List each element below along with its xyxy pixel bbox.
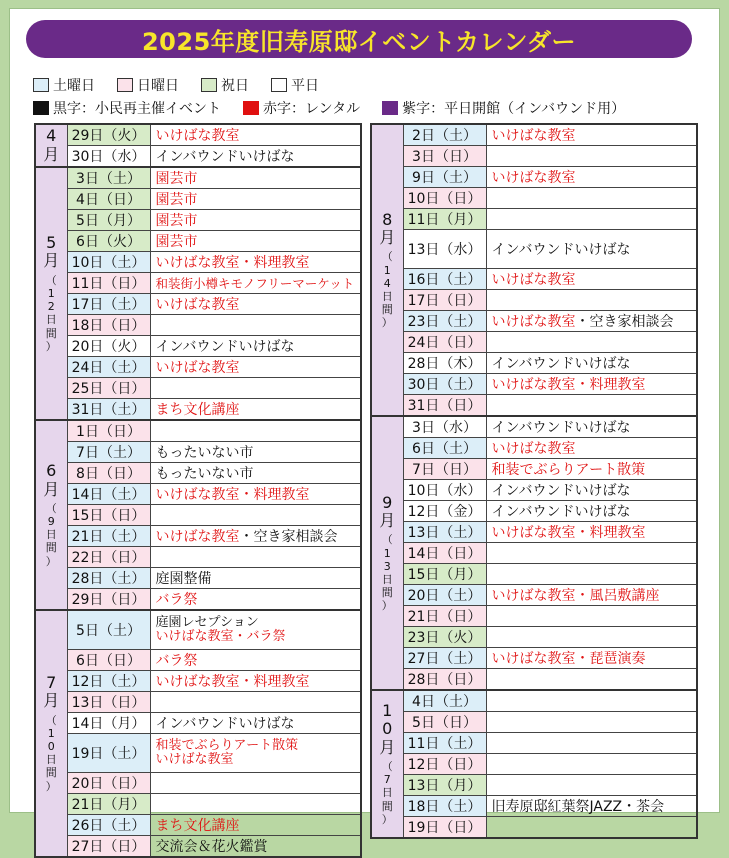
date-cell: 29日（火） [67, 124, 150, 146]
date-cell: 11日（日） [67, 273, 150, 294]
date-cell: 31日（日） [403, 395, 486, 417]
table-row [371, 522, 697, 543]
table-row [35, 336, 361, 357]
table-row [371, 353, 697, 374]
date-cell: 3日（土） [67, 167, 150, 189]
event-cell [486, 209, 697, 230]
legend-swatch [382, 101, 398, 115]
date-cell: 7日（日） [403, 459, 486, 480]
legend-swatch [33, 78, 49, 92]
event-cell: いけばな教室・料理教室 [150, 252, 361, 273]
date-cell: 28日（土） [67, 568, 150, 589]
table-row [371, 209, 697, 230]
date-cell: 19日（土） [67, 733, 150, 772]
table-row [371, 733, 697, 754]
date-cell: 15日（月） [403, 564, 486, 585]
table-row [371, 564, 697, 585]
legend-label: 紫字：平日開館（インバウンド用） [402, 101, 626, 117]
table-row [35, 484, 361, 505]
table-row [35, 420, 361, 442]
event-cell: もったいない市 [150, 463, 361, 484]
event-cell: いけばな教室 [486, 438, 697, 459]
event-cell: いけばな教室 [150, 124, 361, 146]
event-text: いけばな教室 [491, 314, 576, 330]
date-cell: 24日（土） [67, 357, 150, 378]
table-row [35, 814, 361, 835]
table-row [371, 124, 697, 146]
date-cell: 28日（日） [403, 669, 486, 691]
event-cell: いけばな教室 [150, 357, 361, 378]
date-cell: 21日（日） [403, 606, 486, 627]
date-cell: 23日（土） [403, 311, 486, 332]
event-cell [486, 817, 697, 839]
event-cell [486, 775, 697, 796]
table-row [371, 669, 697, 691]
legend-swatch [201, 78, 217, 92]
date-cell: 5日（土） [67, 610, 150, 649]
date-cell: 17日（日） [403, 290, 486, 311]
event-cell: いけばな教室 [486, 269, 697, 290]
event-cell [150, 733, 361, 772]
legend-swatch [271, 78, 287, 92]
event-cell [486, 564, 697, 585]
table-row [35, 691, 361, 712]
month-day-count: （ 1 4 日 間 ） [381, 250, 393, 330]
event-cell [486, 332, 697, 353]
event-text: いけばな教室 [155, 751, 234, 767]
event-cell [150, 610, 361, 649]
table-row [35, 670, 361, 691]
date-cell: 14日（日） [403, 543, 486, 564]
date-cell: 27日（日） [67, 835, 150, 857]
date-cell: 6日（火） [67, 231, 150, 252]
date-cell: 26日（土） [67, 814, 150, 835]
date-cell: 15日（日） [67, 505, 150, 526]
legend-swatch [243, 101, 259, 115]
month-day-count: （ 1 3 日 間 ） [381, 533, 393, 613]
legend-day-type [33, 75, 95, 95]
date-cell: 6日（日） [67, 649, 150, 670]
month-label: 8 月 （ 1 4 日 間 ） [371, 124, 403, 416]
table-row [35, 568, 361, 589]
date-cell: 25日（日） [67, 378, 150, 399]
table-row [35, 167, 361, 189]
table-row [35, 589, 361, 611]
event-text: ・空き家相談会 [239, 529, 338, 545]
date-cell: 9日（土） [403, 167, 486, 188]
event-cell [150, 691, 361, 712]
table-row [35, 378, 361, 399]
table-row [35, 399, 361, 421]
event-cell: いけばな教室・料理教室 [486, 374, 697, 395]
month-label: 4 月 [35, 124, 67, 167]
event-cell: まち文化講座 [150, 399, 361, 421]
calendar-table-left [34, 123, 362, 858]
date-cell: 14日（土） [67, 484, 150, 505]
table-row [35, 146, 361, 168]
event-cell [486, 543, 697, 564]
event-cell [486, 669, 697, 691]
event-cell: インバウンドいけばな [486, 480, 697, 501]
event-cell: まち文化講座 [150, 814, 361, 835]
table-row [35, 273, 361, 294]
event-cell: いけばな教室・料理教室 [150, 484, 361, 505]
table-row [35, 315, 361, 336]
date-cell: 7日（土） [67, 442, 150, 463]
date-cell: 20日（土） [403, 585, 486, 606]
table-row [371, 188, 697, 209]
event-cell: 庭園整備 [150, 568, 361, 589]
legend-day-type [201, 75, 249, 95]
table-row [371, 585, 697, 606]
table-row [371, 543, 697, 564]
legend-day-type [117, 75, 179, 95]
table-row [35, 547, 361, 568]
table-row [371, 395, 697, 417]
event-cell: 園芸市 [150, 189, 361, 210]
table-row [371, 416, 697, 438]
month-label: 1 0 月 （ 7 日 間 ） [371, 690, 403, 838]
month-day-count: （ 1 0 日 間 ） [45, 713, 57, 793]
event-cell: もったいない市 [150, 442, 361, 463]
date-cell: 22日（日） [67, 547, 150, 568]
table-row [371, 311, 697, 332]
event-cell: いけばな教室・風呂敷講座 [486, 585, 697, 606]
event-text: 和装でぶらりアート散策 [155, 737, 299, 753]
event-cell: インバウンドいけばな [150, 146, 361, 168]
table-row [371, 459, 697, 480]
date-cell: 10日（日） [403, 188, 486, 209]
date-cell: 10日（水） [403, 480, 486, 501]
legend-text-type [382, 98, 625, 118]
date-cell: 20日（火） [67, 336, 150, 357]
table-row [371, 754, 697, 775]
date-cell: 12日（日） [403, 754, 486, 775]
table-row [371, 690, 697, 712]
legend-label: 日曜日 [137, 78, 179, 94]
table-row [371, 146, 697, 167]
event-cell [150, 772, 361, 793]
date-cell: 12日（金） [403, 501, 486, 522]
legend-swatch [117, 78, 133, 92]
event-cell: 和装でぶらりアート散策 [486, 459, 697, 480]
event-cell [486, 311, 697, 332]
event-cell [150, 547, 361, 568]
event-cell [486, 690, 697, 712]
legend-text-type [33, 98, 221, 118]
event-cell [486, 712, 697, 733]
month-label: 7 月 （ 1 0 日 間 ） [35, 610, 67, 857]
event-cell: いけばな教室・琵琶演奏 [486, 648, 697, 669]
table-row [35, 294, 361, 315]
date-cell: 18日（日） [67, 315, 150, 336]
table-row [35, 610, 361, 649]
table-row [35, 189, 361, 210]
event-cell [486, 754, 697, 775]
table-row [371, 775, 697, 796]
event-cell [486, 395, 697, 417]
event-cell: いけばな教室・料理教室 [150, 670, 361, 691]
table-row [371, 817, 697, 839]
table-row [35, 124, 361, 146]
legend-label: 平日 [291, 78, 319, 94]
table-row [35, 772, 361, 793]
table-row [35, 793, 361, 814]
date-cell: 5日（月） [67, 210, 150, 231]
date-cell: 8日（日） [67, 463, 150, 484]
table-row [35, 231, 361, 252]
legend-label: 土曜日 [53, 78, 95, 94]
legend-label: 黒字：小民再主催イベント [53, 101, 221, 117]
legend-day-types [33, 74, 341, 96]
date-cell: 30日（土） [403, 374, 486, 395]
calendar-table-right [370, 123, 698, 839]
event-cell: バラ祭 [150, 589, 361, 611]
date-cell: 11日（土） [403, 733, 486, 754]
event-cell: いけばな教室・料理教室 [486, 522, 697, 543]
table-row [371, 627, 697, 648]
table-row [371, 230, 697, 269]
event-text: ・空き家相談会 [575, 314, 674, 330]
event-cell: 交流会＆花火鑑賞 [150, 835, 361, 857]
page-title: 2025年度旧寿原邸イベントカレンダー [141, 27, 577, 56]
title-banner [26, 20, 692, 58]
date-cell: 17日（土） [67, 294, 150, 315]
table-row [371, 269, 697, 290]
event-cell: インバウンドいけばな [150, 336, 361, 357]
event-cell [486, 290, 697, 311]
table-row [371, 648, 697, 669]
legend-text-type [243, 98, 360, 118]
date-cell: 3日（日） [403, 146, 486, 167]
event-text: 庭園レセプション [155, 614, 259, 630]
date-cell: 28日（木） [403, 353, 486, 374]
event-cell: インバウンドいけばな [486, 501, 697, 522]
date-cell: 13日（土） [403, 522, 486, 543]
table-row [371, 290, 697, 311]
month-day-count: （ 1 2 日 間 ） [45, 273, 57, 353]
legend-swatch [33, 101, 49, 115]
date-cell: 1日（日） [67, 420, 150, 442]
month-label: 5 月 （ 1 2 日 間 ） [35, 167, 67, 420]
event-cell [150, 526, 361, 547]
legend-label: 祝日 [221, 78, 249, 94]
event-cell [486, 606, 697, 627]
table-row [371, 438, 697, 459]
table-row [35, 442, 361, 463]
table-row [35, 210, 361, 231]
event-cell: インバウンドいけばな [486, 353, 697, 374]
event-cell [486, 733, 697, 754]
table-row [371, 606, 697, 627]
date-cell: 13日（日） [67, 691, 150, 712]
date-cell: 13日（月） [403, 775, 486, 796]
date-cell: 30日（水） [67, 146, 150, 168]
event-text: いけばな教室・バラ祭 [155, 628, 286, 644]
event-cell: インバウンドいけばな [486, 230, 697, 269]
date-cell: 4日（土） [403, 690, 486, 712]
date-cell: 13日（水） [403, 230, 486, 269]
table-row [371, 332, 697, 353]
table-row [371, 167, 697, 188]
date-cell: 21日（土） [67, 526, 150, 547]
event-cell: いけばな教室 [486, 167, 697, 188]
date-cell: 4日（日） [67, 189, 150, 210]
table-row [35, 526, 361, 547]
date-cell: 21日（月） [67, 793, 150, 814]
table-row [371, 374, 697, 395]
date-cell: 18日（土） [403, 796, 486, 817]
table-row [35, 357, 361, 378]
date-cell: 5日（日） [403, 712, 486, 733]
legend-day-type [271, 75, 319, 95]
date-cell: 6日（土） [403, 438, 486, 459]
month-day-count: （ 9 日 間 ） [45, 501, 57, 568]
table-row [371, 712, 697, 733]
event-cell: バラ祭 [150, 649, 361, 670]
date-cell: 14日（月） [67, 712, 150, 733]
event-cell [486, 146, 697, 167]
table-row [35, 733, 361, 772]
event-cell: 旧寿原邸紅葉祭JAZZ・茶会 [486, 796, 697, 817]
date-cell: 20日（日） [67, 772, 150, 793]
table-row [371, 796, 697, 817]
event-cell [486, 627, 697, 648]
date-cell: 24日（日） [403, 332, 486, 353]
event-cell: 園芸市 [150, 167, 361, 189]
event-cell: 和装街小樽キモノフリーマーケット [150, 273, 361, 294]
date-cell: 23日（火） [403, 627, 486, 648]
event-cell [150, 378, 361, 399]
table-row [35, 252, 361, 273]
event-cell [150, 315, 361, 336]
table-row [371, 480, 697, 501]
table-row [35, 712, 361, 733]
date-cell: 16日（土） [403, 269, 486, 290]
date-cell: 10日（土） [67, 252, 150, 273]
date-cell: 2日（土） [403, 124, 486, 146]
date-cell: 19日（日） [403, 817, 486, 839]
date-cell: 31日（土） [67, 399, 150, 421]
table-row [371, 501, 697, 522]
table-row [35, 505, 361, 526]
date-cell: 12日（土） [67, 670, 150, 691]
legend-label: 赤字：レンタル [263, 101, 361, 117]
month-label: 9 月 （ 1 3 日 間 ） [371, 416, 403, 690]
table-row [35, 463, 361, 484]
month-day-count: （ 7 日 間 ） [381, 760, 393, 826]
date-cell: 29日（日） [67, 589, 150, 611]
date-cell: 11日（月） [403, 209, 486, 230]
date-cell: 3日（水） [403, 416, 486, 438]
event-cell [150, 793, 361, 814]
event-cell [486, 188, 697, 209]
date-cell: 27日（土） [403, 648, 486, 669]
month-label: 6 月 （ 9 日 間 ） [35, 420, 67, 610]
event-cell: インバウンドいけばな [486, 416, 697, 438]
event-cell: 園芸市 [150, 210, 361, 231]
event-cell [150, 505, 361, 526]
legend-text-types [33, 97, 647, 119]
table-row [35, 835, 361, 857]
event-cell: いけばな教室 [150, 294, 361, 315]
event-cell: いけばな教室 [486, 124, 697, 146]
event-text: いけばな教室 [155, 529, 240, 545]
event-cell: インバウンドいけばな [150, 712, 361, 733]
event-cell [150, 420, 361, 442]
table-row [35, 649, 361, 670]
event-cell: 園芸市 [150, 231, 361, 252]
